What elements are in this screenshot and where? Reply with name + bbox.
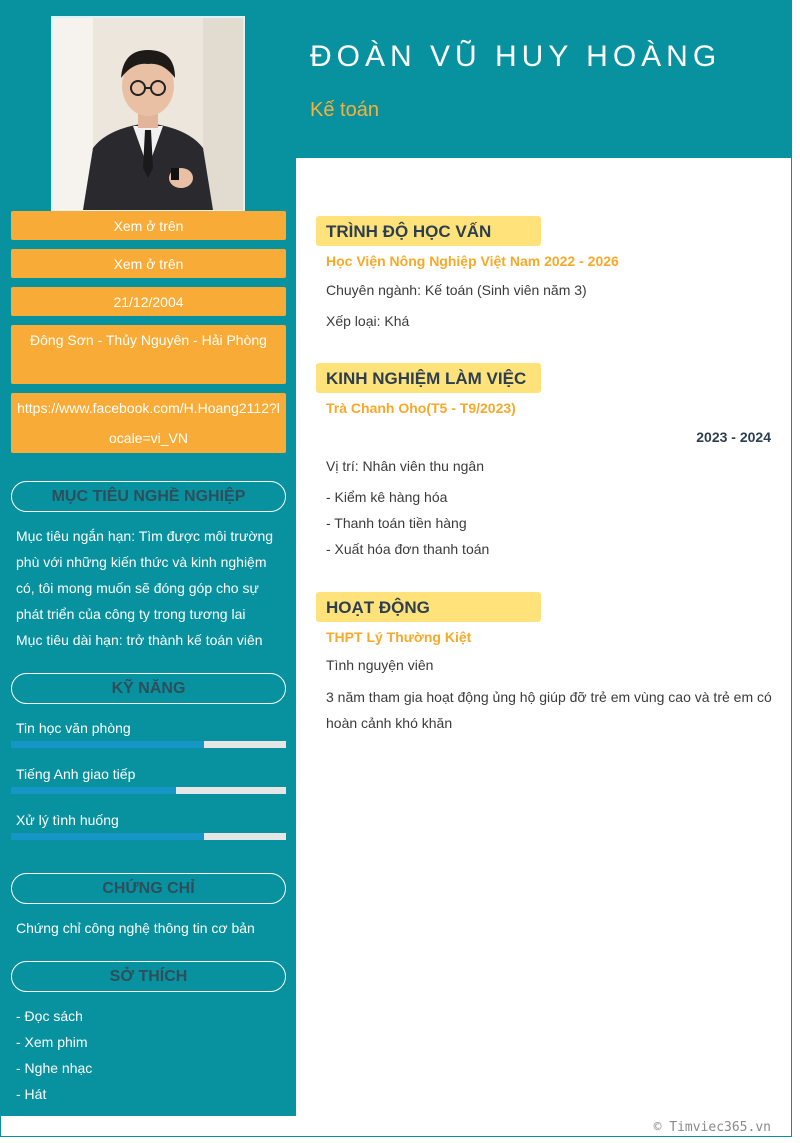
facebook-box[interactable]	[11, 393, 286, 453]
education-major: Chuyên ngành: Kế toán (Sinh viên năm 3)	[326, 282, 587, 298]
experience-heading: KINH NGHIỆM LÀM VIỆC	[316, 363, 541, 393]
hobby-item: - Xem phim	[16, 1034, 88, 1050]
certificates-heading: CHỨNG CHỈ	[11, 873, 286, 904]
birthday-box	[11, 287, 286, 316]
activity-description: 3 năm tham gia hoạt động ủng hộ giúp đỡ trẻ em vùng cao và trẻ em có hoàn cảnh khó khăn	[326, 689, 772, 731]
education-heading: TRÌNH ĐỘ HỌC VẤN	[316, 216, 541, 246]
skill-label: Tin học văn phòng	[16, 720, 131, 736]
experience-company: Trà Chanh Oho(T5 - T9/2023)	[326, 400, 516, 416]
skill-label: Xử lý tình huống	[16, 812, 119, 828]
experience-position: Vị trí: Nhân viên thu ngân	[326, 458, 484, 474]
hobby-item: - Đọc sách	[16, 1008, 83, 1024]
profile-photo	[51, 16, 245, 212]
copyright-footer: © Timviec365.vn	[653, 1120, 771, 1135]
hobby-item: - Nghe nhạc	[16, 1060, 93, 1076]
objective-heading: MỤC TIÊU NGHỀ NGHIỆP	[11, 481, 286, 512]
skills-heading: KỸ NĂNG	[11, 673, 286, 704]
skill-bar-fill	[11, 787, 176, 794]
phone-value: Xem ở trên	[113, 218, 184, 234]
facebook-link[interactable]: https://www.facebook.com/H.Hoang2112?locale=vi_VN	[17, 400, 280, 446]
activities-heading: HOẠT ĐỘNG	[316, 592, 541, 622]
experience-period: 2023 - 2024	[696, 429, 771, 445]
email-box	[11, 249, 286, 278]
hobby-item: - Hát	[16, 1086, 47, 1102]
objective-long-term: Mục tiêu dài hạn: trở thành kế toán viên	[16, 632, 263, 648]
skill-bar-fill	[11, 833, 204, 840]
job-title: Kế toán	[310, 99, 379, 121]
birthday-value: 21/12/2004	[113, 294, 184, 310]
experience-task: - Xuất hóa đơn thanh toán	[326, 541, 490, 557]
hobbies-heading: SỞ THÍCH	[11, 961, 286, 992]
address-box	[11, 325, 286, 384]
experience-task: - Kiểm kê hàng hóa	[326, 489, 448, 505]
skill-bar-fill	[11, 741, 204, 748]
activity-role: Tình nguyện viên	[326, 657, 434, 673]
phone-box	[11, 211, 286, 240]
candidate-name: ĐOÀN VŨ HUY HOÀNG	[310, 40, 722, 73]
address-value: Đông Sơn - Thủy Nguyên - Hải Phòng	[30, 332, 267, 348]
activity-organization: THPT Lý Thường Kiệt	[326, 629, 472, 645]
experience-task: - Thanh toán tiền hàng	[326, 515, 467, 531]
certificate-item: Chứng chỉ công nghệ thông tin cơ bản	[16, 920, 255, 936]
skill-bar	[11, 741, 286, 748]
email-value: Xem ở trên	[113, 256, 184, 272]
education-school: Học Viện Nông Nghiệp Việt Nam 2022 - 2026	[326, 253, 619, 269]
education-rank: Xếp loại: Khá	[326, 313, 410, 329]
skill-bar	[11, 833, 286, 840]
objective-short-term: Mục tiêu ngắn hạn: Tìm được môi trường phù với những kiến thức và kinh nghiệm có, tôi mong muốn sẽ đóng góp cho sự phát triển của công ty trong tương lai	[16, 528, 274, 622]
skill-label: Tiếng Anh giao tiếp	[16, 766, 136, 782]
skill-bar	[11, 787, 286, 794]
